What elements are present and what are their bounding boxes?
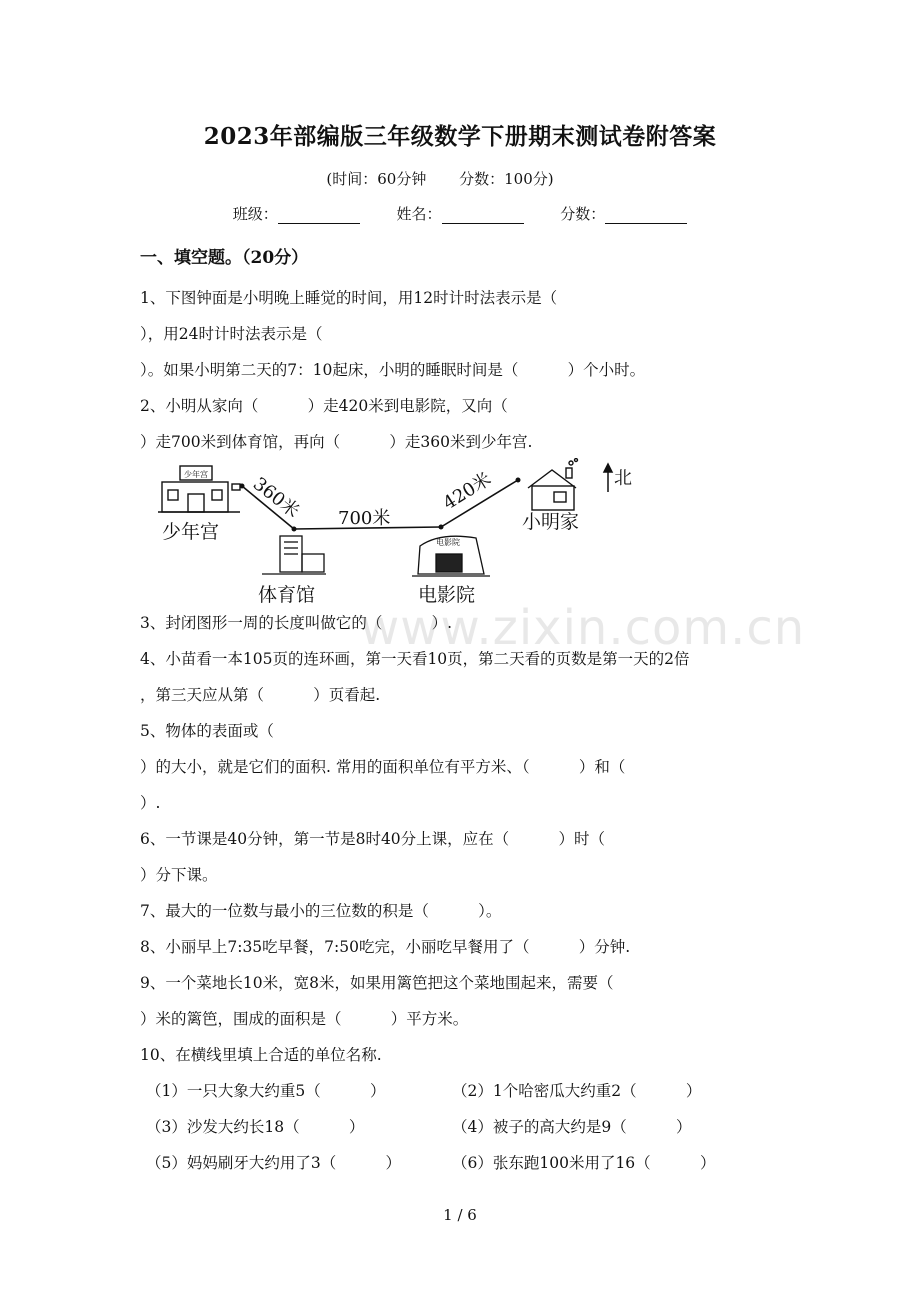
label-home: 小明家 — [522, 511, 580, 533]
cinema-icon — [412, 536, 490, 576]
question-line: ）. — [140, 794, 161, 812]
unit-question: （4）被子的高大约是9（ ） — [452, 1118, 692, 1136]
route-point — [292, 527, 297, 532]
route-point — [240, 484, 245, 489]
name-label: 姓名： — [396, 205, 442, 223]
question-line: 5、物体的表面或（ — [140, 722, 274, 740]
page-title: 2023年部编版三年级数学下册期末测试卷附答案 — [203, 123, 717, 150]
class-label: 班级： — [232, 205, 278, 223]
question-line: ）走700米到体育馆，再向（ ）走360米到少年宫. — [140, 433, 533, 451]
class-field — [233, 205, 360, 223]
cinema-sign: 电影院 — [436, 538, 460, 547]
question-line: 8、小丽早上7:35吃早餐，7:50吃完，小丽吃早餐用了（ ）分钟. — [140, 938, 631, 956]
distance-420: 420米 — [439, 468, 496, 515]
score-label: 分数： — [560, 205, 606, 223]
unit-question: （6）张东跑100米用了16（ ） — [452, 1154, 716, 1172]
question-line: 6、一节课是40分钟，第一节是8时40分上课，应在（ ）时（ — [140, 830, 605, 848]
watermark: www.zixin.com.cn — [360, 600, 806, 656]
unit-question: （5）妈妈刷牙大约用了3（ ） — [146, 1154, 401, 1172]
unit-question: （2）1个哈密瓜大约重2（ ） — [452, 1082, 702, 1100]
question-line: 7、最大的一位数与最小的三位数的积是（ ）。 — [140, 902, 502, 920]
question-line: ），用24时计时法表示是（ — [140, 325, 323, 343]
label-youth-palace: 少年宫 — [162, 521, 220, 543]
north-arrow-icon — [604, 464, 612, 492]
question-line: ）的大小，就是它们的面积. 常用的面积单位有平方米、（ ）和（ — [140, 758, 626, 776]
question-line: ）米的篱笆，围成的面积是（ ）平方米。 — [140, 1010, 469, 1028]
question-line: ）。如果小明第二天的7：10起床，小明的睡眠时间是（ ）个小时。 — [140, 361, 646, 379]
distance-700: 700米 — [338, 508, 391, 529]
score-field — [560, 205, 687, 223]
question-line: 3、封闭图形一周的长度叫做它的（ ）. — [140, 614, 453, 632]
unit-question: （3）沙发大约长18（ ） — [146, 1118, 365, 1136]
question-line: 1、下图钟面是小明晚上睡觉的时间，用12时计时法表示是（ — [140, 289, 558, 307]
route-diagram — [150, 458, 650, 610]
youth-palace-icon — [158, 466, 240, 512]
name-field — [396, 205, 523, 223]
route-point — [516, 478, 521, 483]
name-blank[interactable] — [442, 207, 524, 224]
section-heading: 一、填空题。（20分） — [140, 248, 309, 268]
youth-palace-sign: 少年宫 — [184, 470, 208, 479]
label-north: 北 — [614, 468, 632, 489]
unit-question: （1）一只大象大约重5（ ） — [146, 1082, 386, 1100]
student-info — [0, 203, 920, 224]
question-line: 10、在横线里填上合适的单位名称. — [140, 1046, 382, 1064]
class-blank[interactable] — [278, 207, 360, 224]
exam-score: 分数：100分) — [459, 170, 554, 188]
route-point — [439, 525, 444, 530]
question-line: ，第三天应从第（ ）页看起. — [140, 686, 381, 704]
exam-time: (时间：60分钟 — [326, 170, 427, 188]
label-cinema: 电影院 — [418, 584, 476, 606]
score-blank[interactable] — [605, 207, 687, 224]
question-line: ）分下课。 — [140, 866, 218, 884]
home-icon — [528, 459, 578, 511]
page-number: 1 / 6 — [443, 1206, 477, 1224]
question-line: 2、小明从家向（ ）走420米到电影院，又向（ — [140, 397, 508, 415]
label-gym: 体育馆 — [258, 584, 316, 606]
question-line: 4、小苗看一本105页的连环画，第一天看10页，第二天看的页数是第一天的2倍 — [140, 650, 690, 668]
question-line: 9、一个菜地长10米，宽8米，如果用篱笆把这个菜地围起来，需要（ — [140, 974, 614, 992]
gym-icon — [262, 536, 326, 574]
exam-meta — [0, 168, 880, 189]
distance-360: 360米 — [248, 473, 304, 523]
